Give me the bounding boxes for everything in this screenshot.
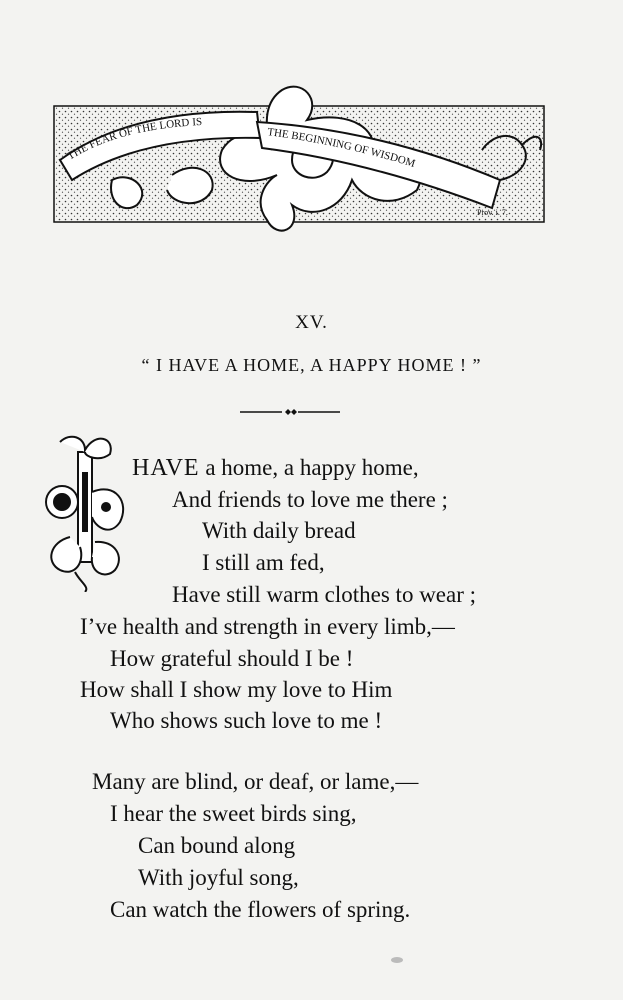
poem-line: With joyful song, bbox=[138, 865, 299, 890]
poem-line: Many are blind, or deaf, or lame,— bbox=[92, 769, 419, 794]
poem-line: I’ve health and strength in every limb,— bbox=[80, 614, 455, 639]
poem-line: Who shows such love to me ! bbox=[110, 708, 383, 733]
poem-line: Have still warm clothes to wear ; bbox=[172, 582, 477, 607]
poem-line: Can bound along bbox=[138, 833, 296, 858]
poem-first-word: HAVE bbox=[132, 455, 200, 481]
banner-motto-right: THE BEGINNING OF WISDOM bbox=[266, 126, 417, 170]
chapter-number: XV. bbox=[295, 312, 328, 333]
banner-reference: Prov. i. 7. bbox=[477, 208, 508, 217]
poem-line: How shall I show my love to Him bbox=[80, 677, 393, 702]
poem-line: How grateful should I be ! bbox=[110, 646, 354, 671]
poem-line: And friends to love me there ; bbox=[172, 487, 448, 512]
page-speck-mark bbox=[390, 955, 404, 965]
poem-line: Can watch the flowers of spring. bbox=[110, 897, 411, 922]
poem-line: I hear the sweet birds sing, bbox=[110, 801, 357, 826]
banner-motto-left: THE FEAR OF THE LORD IS bbox=[65, 115, 203, 163]
poem-line bbox=[132, 456, 419, 480]
poem-line: I still am fed, bbox=[202, 550, 325, 575]
poem-first-line-rest: a home, a happy home, bbox=[199, 455, 419, 480]
chapter-title: “ I HAVE A HOME, A HAPPY HOME ! ” bbox=[141, 355, 482, 375]
poem-line: With daily bread bbox=[202, 518, 356, 543]
